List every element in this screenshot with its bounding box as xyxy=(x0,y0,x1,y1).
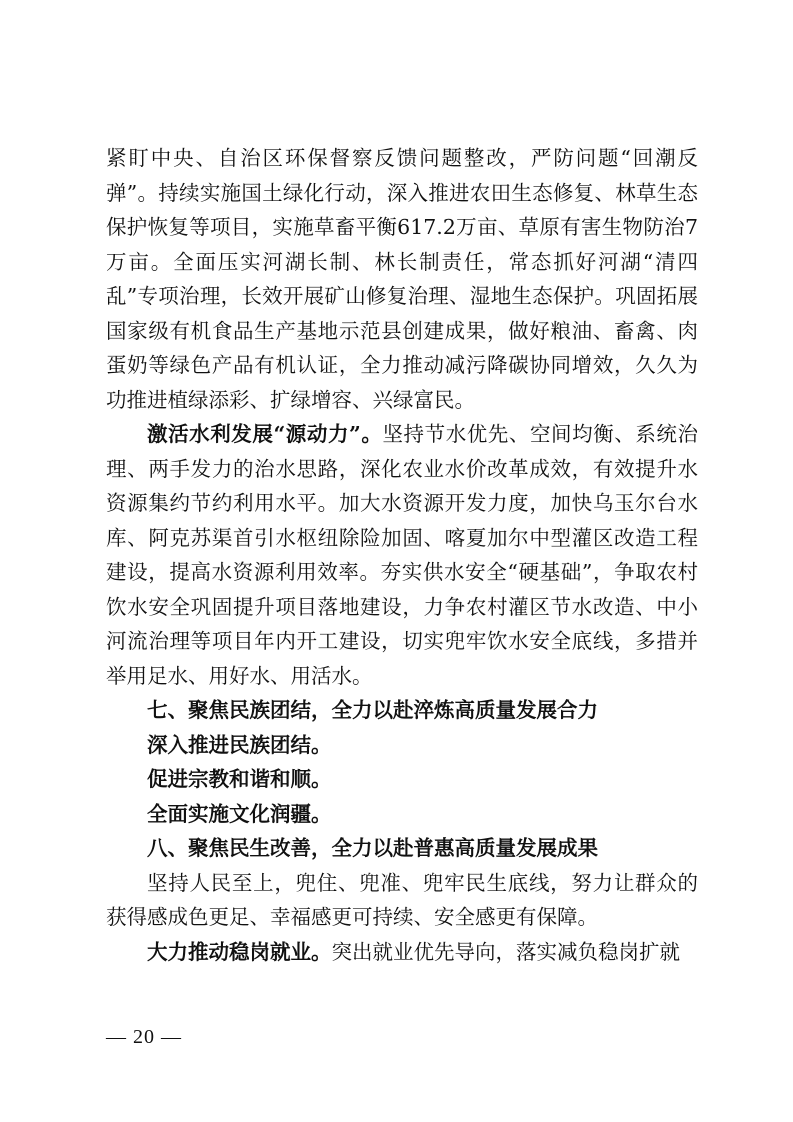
paragraph-water xyxy=(106,417,698,693)
paragraph-ecology xyxy=(106,141,698,417)
document-body xyxy=(106,141,698,969)
section-item: 全面实施文化润疆。 xyxy=(147,801,332,826)
paragraph-employment xyxy=(106,935,698,970)
section-heading-8: 八、聚焦民生改善，全力以赴普惠高质量发展成果 xyxy=(147,836,598,860)
section-item: 促进宗教和谐和顺。 xyxy=(147,767,332,791)
section-heading-7: 七、聚焦民族团结，全力以赴淬炼高质量发展合力 xyxy=(147,698,598,722)
paragraph-text: 突出就业优先导向，落实减负稳岗扩就 xyxy=(331,939,680,964)
page-number: — 20 — xyxy=(106,1026,182,1048)
paragraph-livelihood-intro: 坚持人民至上，兜住、兜准、兜牢民生底线，努力让群众的获得感成色更足、幸福感更可持续、安全感更有保障。 xyxy=(106,870,698,929)
section-item: 深入推进民族团结。 xyxy=(147,732,332,757)
paragraph-text: 紧盯中央、自治区环保督察反馈问题整改，严防问题“回潮反弹”。持续实施国土绿化行动，深入推进农田生态修复、林草生态保护恢复等项目，实施草畜平衡617.2万亩、草原有害生物防治7万亩。全面压实河湖长制、林长制责任，常态抓好河湖“清四乱”专项治理，长效开展矿山修复治理、湿地生态保护。巩固拓展国家级有机食品生产基地示范县创建成果，做好粮油、畜禽、肉蛋奶等绿色产品有机认证，全力推动减污降碳协同增效，久久为功推进植绿添彩、扩绿增容、兴绿富民。 xyxy=(106,146,698,412)
paragraph-lead: 大力推动稳岗就业。 xyxy=(147,939,332,964)
paragraph-text: 坚持节水优先、空间均衡、系统治理、两手发力的治水思路，深化农业水价改革成效，有效提升水资源集约节约利用水平。加大水资源开发力度，加快乌玉尔台水库、阿克苏渠首引水枢纽除险加固、喀夏加尔中型灌区改造工程建设，提高水资源利用效率。夯实供水安全“硬基础”，争取农村饮水安全巩固提升项目落地建设，力争农村灌区节水改造、中小河流治理等项目年内开工建设，切实兜牢饮水安全底线，多措并举用足水、用好水、用活水。 xyxy=(106,422,698,688)
paragraph-lead: 激活水利发展“源动力”。 xyxy=(147,422,383,446)
